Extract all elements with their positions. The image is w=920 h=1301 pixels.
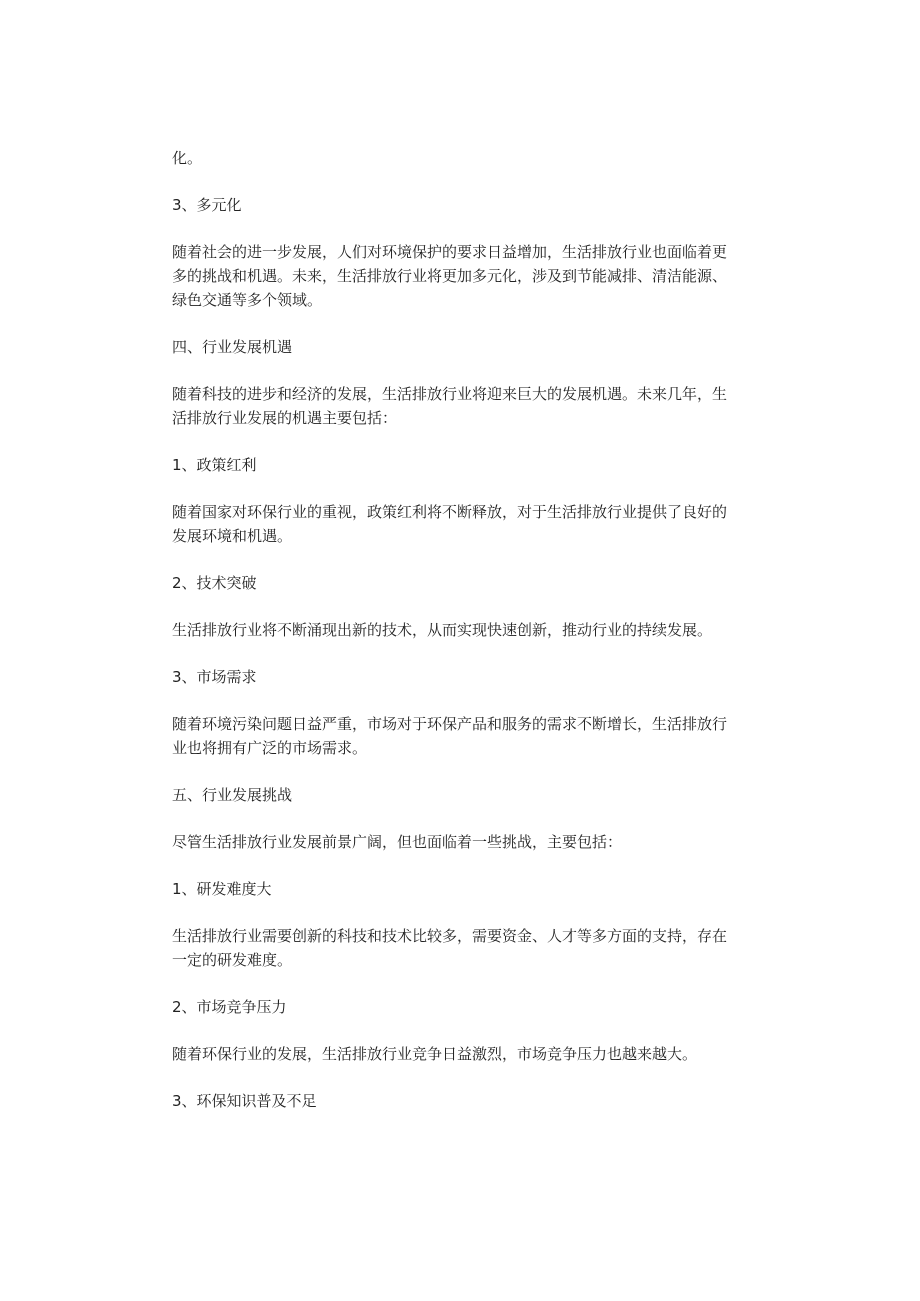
text-line: 生活排放行业将不断涌现出新的技术，从而实现快速创新，推动行业的持续发展。 — [172, 621, 713, 639]
paragraph — [172, 618, 748, 642]
text-line: 多的挑战和机遇。未来，生活排放行业将更加多元化，涉及到节能减排、清洁能源、 — [172, 267, 728, 285]
heading-text: 1、政策红利 — [172, 456, 257, 474]
section-heading — [172, 665, 748, 689]
section-heading — [172, 877, 748, 901]
text-line: 随着环境污染问题日益严重，市场对于环保产品和服务的需求不断增长，生活排放行 — [172, 715, 728, 733]
heading-text: 四、行业发展机遇 — [172, 338, 293, 356]
text-line: 业也将拥有广泛的市场需求。 — [172, 739, 368, 757]
text-line: 尽管生活排放行业发展前景广阔，但也面临着一些挑战，主要包括： — [172, 833, 623, 851]
heading-text: 3、环保知识普及不足 — [172, 1092, 317, 1110]
paragraph — [172, 146, 748, 170]
section-heading — [172, 783, 748, 807]
text-line: 随着科技的进步和经济的发展，生活排放行业将迎来巨大的发展机遇。未来几年，生 — [172, 385, 728, 403]
paragraph — [172, 240, 748, 312]
text-line: 生活排放行业需要创新的科技和技术比较多，需要资金、人才等多方面的支持，存在 — [172, 927, 728, 945]
text-line: 绿色交通等多个领域。 — [172, 291, 323, 309]
paragraph — [172, 830, 748, 854]
paragraph — [172, 924, 748, 972]
heading-text: 2、市场竞争压力 — [172, 998, 287, 1016]
heading-text: 五、行业发展挑战 — [172, 786, 293, 804]
text-line: 随着社会的进一步发展，人们对环境保护的要求日益增加，生活排放行业也面临着更 — [172, 243, 728, 261]
heading-text: 3、市场需求 — [172, 668, 257, 686]
section-heading — [172, 193, 748, 217]
text-line: 发展环境和机遇。 — [172, 527, 293, 545]
text-line: 化。 — [172, 149, 203, 167]
paragraph — [172, 712, 748, 760]
section-heading — [172, 335, 748, 359]
text-line: 活排放行业发展的机遇主要包括： — [172, 409, 398, 427]
paragraph — [172, 500, 748, 548]
paragraph — [172, 382, 748, 430]
paragraph — [172, 1042, 748, 1066]
section-heading — [172, 1089, 748, 1113]
section-heading — [172, 571, 748, 595]
text-line: 一定的研发难度。 — [172, 951, 293, 969]
section-heading — [172, 995, 748, 1019]
heading-text: 3、多元化 — [172, 196, 242, 214]
text-line: 随着国家对环保行业的重视，政策红利将不断释放，对于生活排放行业提供了良好的 — [172, 503, 728, 521]
section-heading — [172, 453, 748, 477]
heading-text: 2、技术突破 — [172, 574, 257, 592]
text-line: 随着环保行业的发展，生活排放行业竞争日益激烈，市场竞争压力也越来越大。 — [172, 1045, 698, 1063]
document-body — [172, 146, 748, 1113]
heading-text: 1、研发难度大 — [172, 880, 272, 898]
